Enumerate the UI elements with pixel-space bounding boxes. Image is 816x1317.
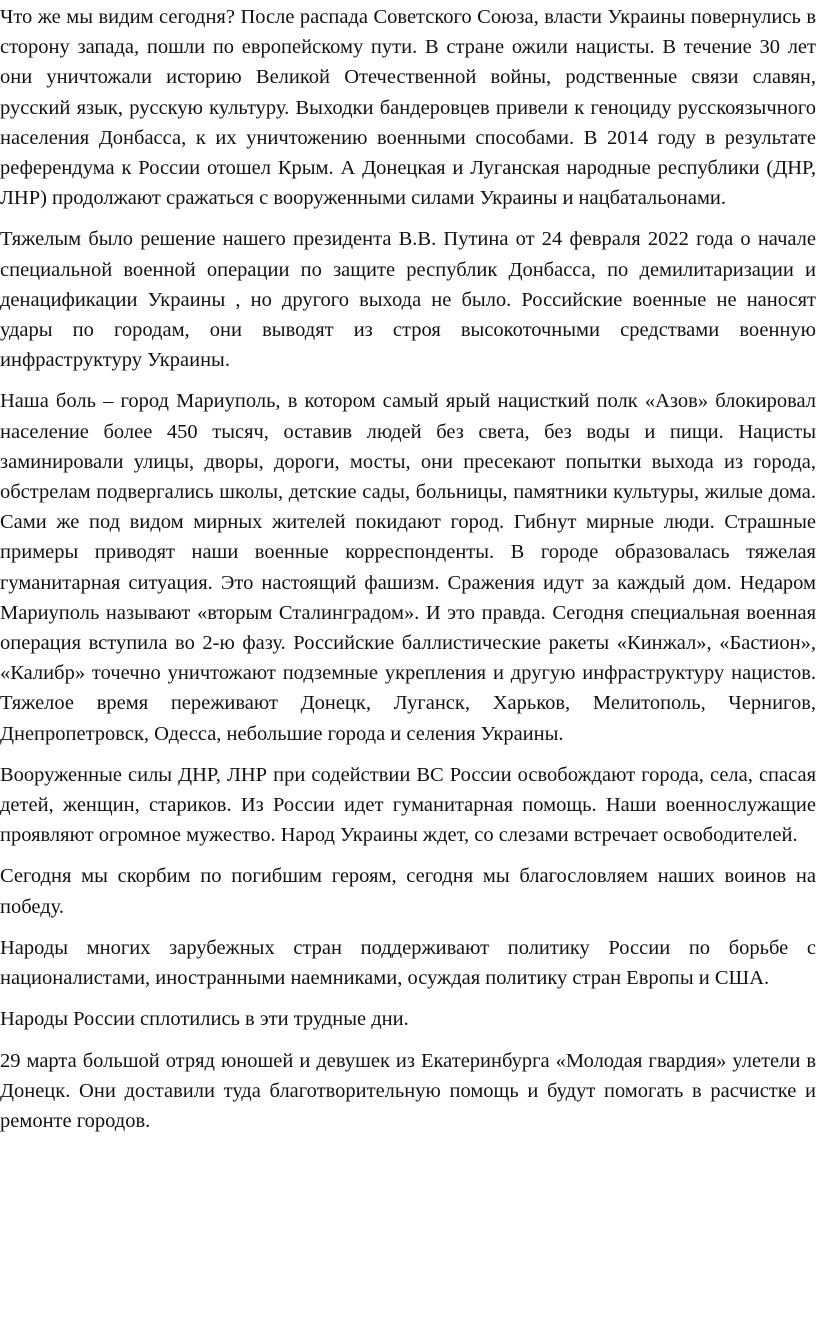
paragraph-5: Сегодня мы скорбим по погибшим героям, сегодня мы благословляем наших воинов на победу. <box>0 865 816 918</box>
paragraph-1: Что же мы видим сегодня? После распада Советского Союза, власти Украины повернулись в сторону запада, пошли по европейскому пути. В стране ожили нацисты. В течение 30 лет они уничтожали историю Великой Отечественной войны, родственные связи славян, русский язык, русскую культуру. Выходки бандеровцев привели к геноциду русскоязычного населения Донбасса, к их уничтожению военными способами. В 2014 году в результате референдума к России отошел Крым. А Донецкая и Луганская народные республики (ДНР, ЛНР) продолжают сражаться с вооруженными силами Украины и нацбатальонами. <box>0 6 816 210</box>
paragraph-3: Наша боль – город Мариуполь, в котором самый ярый нацисткий полк «Азов» блокировал население более 450 тысяч, оставив людей без света, без воды и пищи. Нацисты заминировали улицы, дворы, дороги, мосты, они пресекают попытки выхода из города, обстрелам подвергались школы, детские сады, больницы, памятники культуры, жилые дома. Сами же под видом мирных жителей покидают город. Гибнут мирные люди. Страшные примеры приводят наши военные корреспонденты. В городе образовалась тяжелая гуманитарная ситуация. Это настоящий фашизм. Сражения идут за каждый дом. Недаром Мариуполь называют «вторым Сталинградом». И это правда. Сегодня специальная военная операция вступила во 2-ю фазу. Российские баллистические ракеты «Кинжал», «Бастион», «Калибр» точечно уничтожают подземные укрепления и другую инфраструктуру нацистов. Тяжелое время переживают Донецк, Луганск, Харьков, Мелитополь, Чернигов, Днепропетровск, Одесса, небольшие города и селения Украины. <box>0 390 816 745</box>
paragraph-8: 29 марта большой отряд юношей и девушек из Екатеринбурга «Молодая гвардия» улетели в Донецк. Они доставили туда благотворительную помощь и будут помогать в расчистке и ремонте городов. <box>0 1049 816 1132</box>
paragraph-6: Народы многих зарубежных стран поддерживают политику России по борьбе с националистами, иностранными наемниками, осуждая политику стран Европы и США. <box>0 936 816 990</box>
paragraph-7: Народы России сплотились в эти трудные дни. <box>0 1008 409 1031</box>
paragraph-4: Вооруженные силы ДНР, ЛНР при содействии ВС России освобождают города, села, спасая детей, женщин, стариков. Из России идет гуманитарная помощь. Наши военнослужащие проявляют огромное мужество. Народ Украины ждет, со слезами встречает освободителей. <box>0 763 816 847</box>
paragraph-2: Тяжелым было решение нашего президента В.В. Путина от 24 февраля 2022 года о начале специальной военной операции по защите республик Донбасса, по демилитаризации и денацификации Украины , но другого выхода не было. Российские военные не наносят удары по городам, они выводят из строя высокоточными средствами военную инфраструктуру Украины. <box>0 228 816 372</box>
